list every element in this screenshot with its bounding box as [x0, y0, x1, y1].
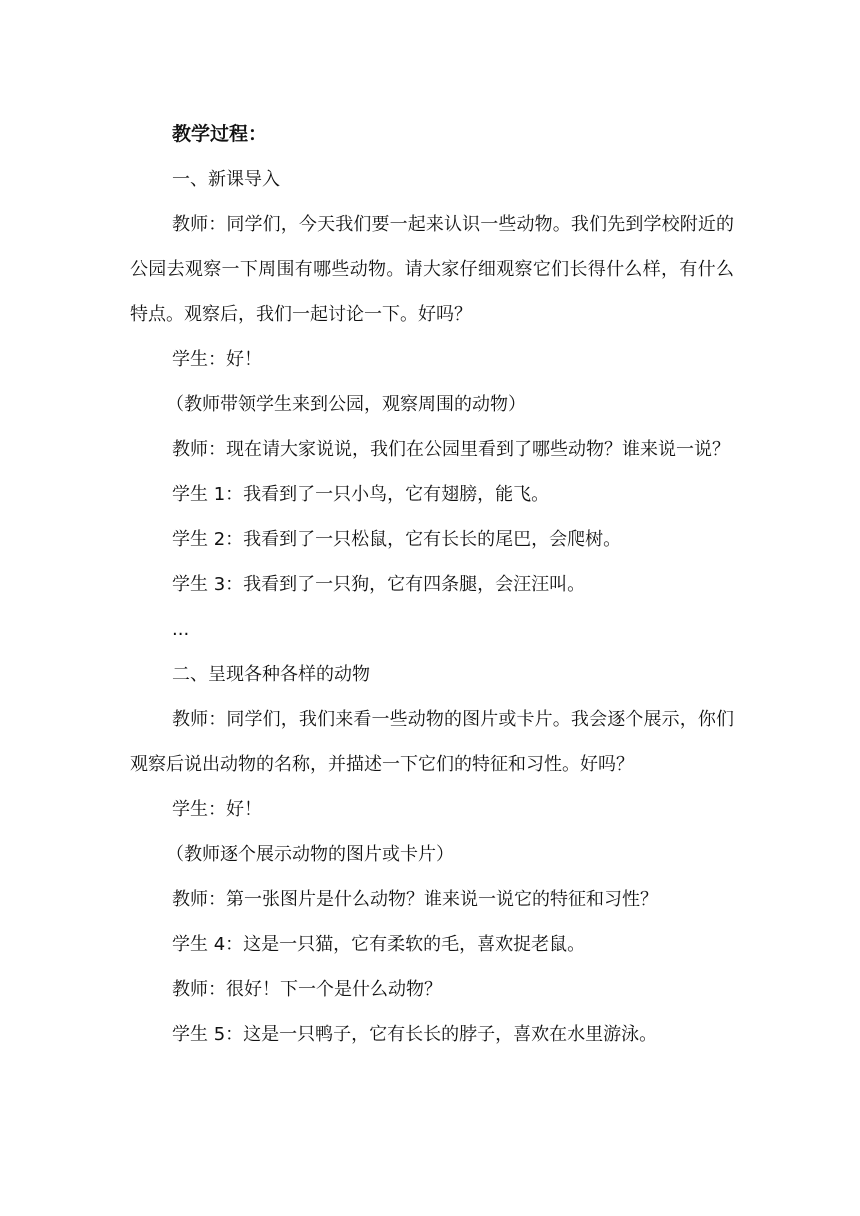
- section-heading-2: 二、呈现各种各样的动物: [172, 664, 370, 685]
- section-heading-1: 一、新课导入: [172, 169, 280, 190]
- paragraph: 学生：好！: [172, 799, 262, 820]
- paragraph: 学生 3：我看到了一只狗，它有四条腿，会汪汪叫。: [172, 574, 586, 595]
- paragraph: 教师：同学们，我们来看一些动物的图片或卡片。我会逐个展示，你们观察后说出动物的名称，并描述一下它们的特征和习性。好吗？: [130, 709, 734, 775]
- paragraph: 学生：好！: [172, 349, 262, 370]
- document-title: 教学过程：: [172, 123, 268, 145]
- paragraph: 教师：现在请大家说说，我们在公园里看到了哪些动物？谁来说一说？: [172, 439, 730, 460]
- paragraph: 学生 4：这是一只猫，它有柔软的毛，喜欢捉老鼠。: [172, 934, 586, 955]
- paragraph: 教师：很好！下一个是什么动物？: [172, 979, 442, 1000]
- stage-direction: （教师逐个展示动物的图片或卡片）: [166, 844, 454, 865]
- ellipsis: ...: [172, 619, 190, 640]
- paragraph: 学生 2：我看到了一只松鼠，它有长长的尾巴，会爬树。: [172, 529, 622, 550]
- document-page: [130, 112, 734, 1057]
- stage-direction: （教师带领学生来到公园，观察周围的动物）: [166, 394, 526, 415]
- paragraph: 教师：同学们，今天我们要一起来认识一些动物。我们先到学校附近的公园去观察一下周围有哪些动物。请大家仔细观察它们长得什么样，有什么特点。观察后，我们一起讨论一下。好吗？: [130, 214, 734, 325]
- paragraph: 教师：第一张图片是什么动物？谁来说一说它的特征和习性？: [172, 889, 658, 910]
- paragraph: 学生 5：这是一只鸭子，它有长长的脖子，喜欢在水里游泳。: [172, 1024, 658, 1045]
- paragraph: 学生 1：我看到了一只小鸟，它有翅膀，能飞。: [172, 484, 550, 505]
